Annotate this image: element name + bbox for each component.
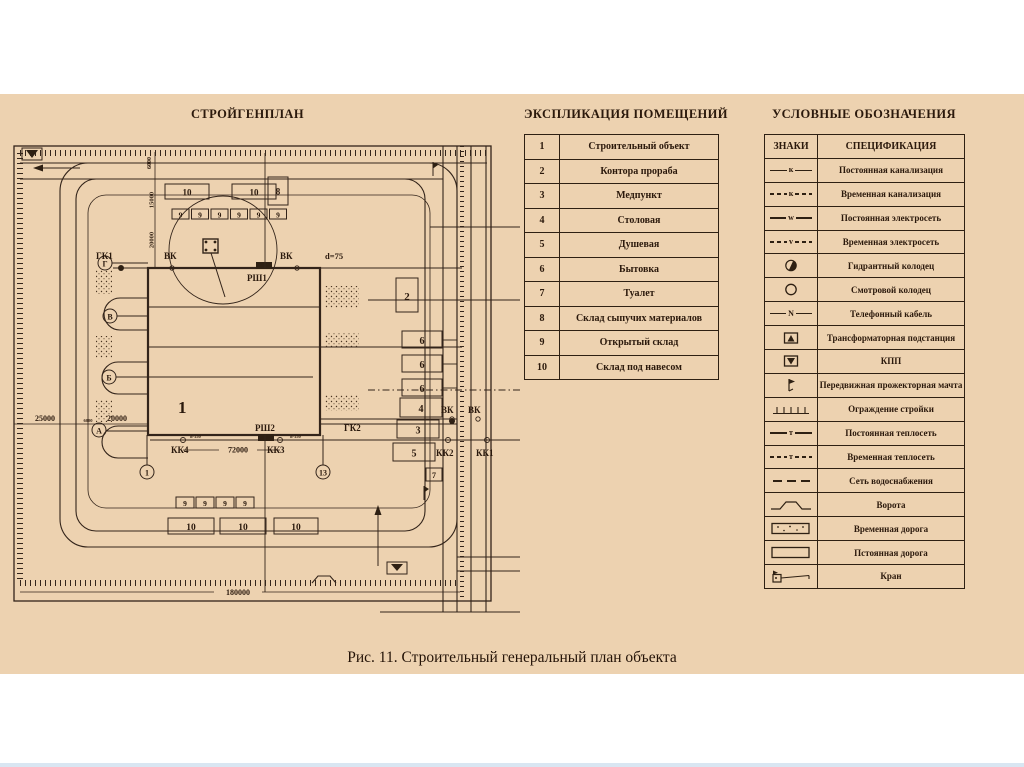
svg-text:6000: 6000 (147, 157, 153, 169)
temporary-heat-line-icon: т (766, 453, 816, 461)
table-row: 8 Склад сыпучих материалов (525, 306, 719, 331)
svg-text:9: 9 (198, 210, 202, 220)
table-header-row: ЗНАКИ СПЕЦИФИКАЦИЯ (765, 135, 965, 159)
svg-text:КК4: КК4 (171, 445, 189, 455)
table-row: 9 Открытый склад (525, 331, 719, 356)
table-row: т Постоянная теплосеть (765, 421, 965, 445)
rsh2-cabinet (258, 434, 274, 441)
svg-text:6: 6 (419, 336, 425, 347)
table-row: Передвижная прожекторная мачта (765, 373, 965, 397)
temporary-power-line-icon: v (766, 238, 816, 246)
table-row: Кран (765, 565, 965, 589)
table-row: w Постоянная электросеть (765, 206, 965, 230)
table-row: Пстоянная дорога (765, 541, 965, 565)
figure-caption: Рис. 11. Строительный генеральный план объекта (347, 649, 677, 666)
svg-text:РШ1: РШ1 (247, 273, 267, 283)
table-row: 2 Контора прораба (525, 159, 719, 184)
svg-text:13: 13 (319, 468, 327, 478)
svg-text:10: 10 (291, 523, 301, 533)
svg-text:20000: 20000 (148, 231, 156, 249)
svg-text:9: 9 (183, 499, 187, 508)
checkpoint-icon (782, 354, 800, 368)
temp-buildings-bottom (168, 497, 318, 534)
svg-text:9: 9 (276, 210, 280, 220)
bottom-strip (0, 763, 1024, 767)
svg-text:КК2: КК2 (436, 448, 454, 458)
water-supply-line-icon (766, 480, 816, 482)
svg-text:6: 6 (419, 384, 425, 395)
svg-text:6000: 6000 (83, 418, 93, 423)
svg-text:КК1: КК1 (476, 448, 494, 458)
svg-text:9: 9 (256, 210, 261, 220)
crane-icon (770, 569, 812, 584)
svg-text:d-150: d-150 (290, 434, 301, 439)
floodlight-mast-icon (784, 377, 798, 393)
table-row: Временная дорога (765, 517, 965, 541)
svg-text:9: 9 (203, 499, 207, 508)
svg-text:d=75: d=75 (325, 251, 344, 261)
table-row: 6 Бытовка (525, 257, 719, 282)
table-row: т Временная теплосеть (765, 445, 965, 469)
svg-text:10: 10 (186, 523, 196, 533)
table-row: Ограждение стройки (765, 397, 965, 421)
table-row: к Постоянная канализация (765, 158, 965, 182)
svg-text:9: 9 (237, 210, 241, 220)
svg-text:А: А (96, 426, 102, 436)
telephone-cable-icon: N (766, 310, 816, 318)
svg-text:2: 2 (404, 291, 410, 303)
svg-text:5: 5 (411, 448, 417, 460)
svg-text:Б: Б (106, 373, 112, 383)
table-row: 7 Туалет (525, 282, 719, 307)
legend-title: УСЛОВНЫЕ ОБОЗНАЧЕНИЯ (772, 107, 956, 121)
main-building (148, 268, 320, 435)
svg-text:9: 9 (243, 499, 247, 508)
svg-text:15000: 15000 (148, 191, 156, 209)
hydrant-icon (118, 265, 124, 271)
table-row: Ворота (765, 493, 965, 517)
table-row: КПП (765, 350, 965, 374)
svg-text:10: 10 (238, 523, 248, 533)
table-row: N Телефонный кабель (765, 302, 965, 326)
svg-text:9: 9 (217, 210, 222, 220)
permanent-heat-line-icon: т (766, 429, 816, 437)
table-row: 3 Медпункт (525, 184, 719, 209)
inspection-well-icon (783, 282, 799, 297)
svg-text:20000: 20000 (107, 414, 127, 423)
svg-text:d-150: d-150 (190, 434, 201, 439)
svg-text:В: В (107, 312, 113, 322)
svg-text:180000: 180000 (226, 588, 250, 597)
svg-text:72000: 72000 (228, 445, 248, 455)
svg-text:10: 10 (249, 187, 259, 198)
table-row: Трансформаторная подстанция (765, 326, 965, 350)
svg-text:Г: Г (102, 259, 108, 269)
transformer-substation-icon (782, 331, 800, 345)
svg-text:ВК: ВК (280, 251, 293, 261)
svg-text:25000: 25000 (35, 414, 55, 423)
svg-text:ВК: ВК (441, 405, 454, 415)
svg-text:ВК: ВК (164, 251, 177, 261)
svg-text:ГК1: ГК1 (96, 251, 113, 261)
svg-text:3: 3 (415, 425, 421, 437)
svg-text:4: 4 (418, 404, 424, 415)
table-row: 10 Склад под навесом (525, 355, 719, 380)
svg-text:РШ2: РШ2 (255, 423, 275, 433)
gate-icon (770, 498, 812, 512)
temporary-road-icon (770, 521, 812, 536)
table-row: 1 Строительный объект (525, 135, 719, 160)
svg-text:КК3: КК3 (267, 445, 285, 455)
svg-text:1: 1 (145, 468, 149, 478)
hydrant-well-icon (783, 258, 799, 273)
plan-title: СТРОЙГЕНПЛАН (191, 107, 304, 121)
table-row: к Временная канализация (765, 182, 965, 206)
svg-text:9: 9 (178, 210, 183, 220)
temporary-sewer-line-icon: к (766, 190, 816, 198)
permanent-power-line-icon: w (766, 214, 816, 222)
permanent-road-icon (770, 545, 812, 560)
crane-symbol (169, 196, 277, 304)
table-row: Гидрантный колодец (765, 254, 965, 278)
table-row: 4 Столовая (525, 208, 719, 233)
svg-text:ВК: ВК (468, 405, 481, 415)
permanent-sewer-line-icon: к (766, 166, 816, 174)
legend-table (764, 134, 965, 589)
building-number: 1 (178, 398, 187, 417)
table-row: 5 Душевая (525, 233, 719, 258)
svg-text:8: 8 (275, 186, 281, 197)
svg-text:7: 7 (432, 471, 436, 480)
svg-text:10: 10 (182, 187, 192, 198)
temp-buildings-right (393, 278, 442, 481)
explication-title: ЭКСПЛИКАЦИЯ ПОМЕЩЕНИЙ (524, 107, 728, 121)
table-row: Смотровой колодец (765, 278, 965, 302)
site-fence-icon (771, 403, 811, 416)
site-plan-drawing (0, 94, 524, 640)
table-row: Сеть водоснабжения (765, 469, 965, 493)
svg-text:9: 9 (223, 499, 227, 508)
rsh1-cabinet (256, 262, 272, 269)
svg-text:6: 6 (419, 360, 425, 371)
svg-text:ГК2: ГК2 (344, 423, 361, 433)
explication-table (524, 134, 719, 380)
table-row: v Временная электросеть (765, 230, 965, 254)
axis-marks (92, 256, 330, 479)
site-boundary (14, 146, 491, 601)
